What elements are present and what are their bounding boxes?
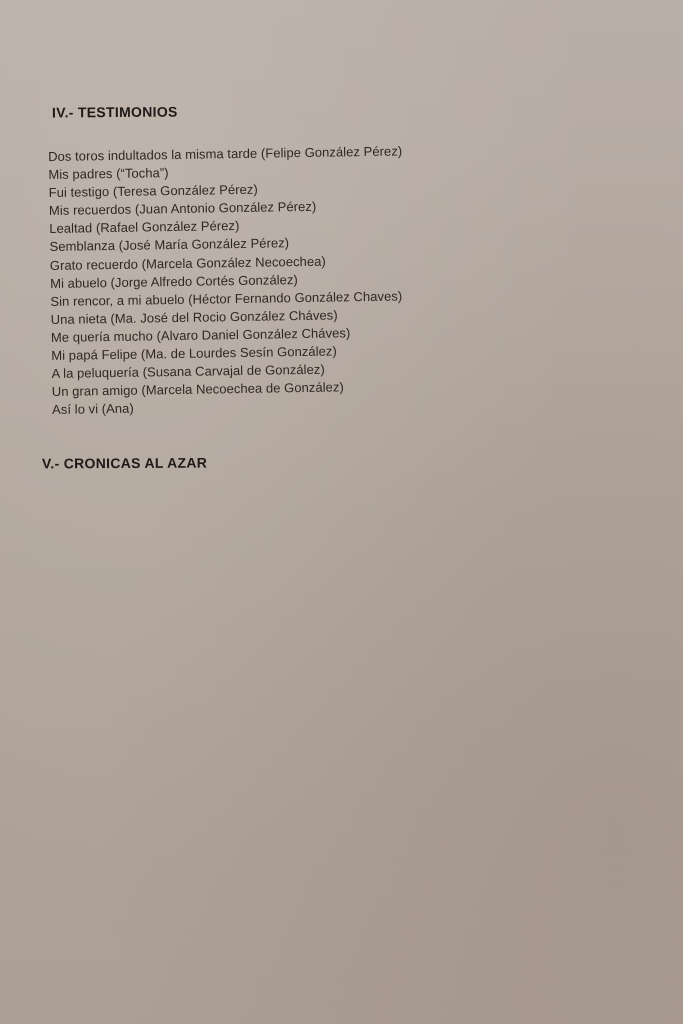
list-item: Una nieta (Ma. José del Rocio González Cháves) <box>50 307 338 327</box>
list-item: Semblanza (José María González Pérez) <box>49 235 290 255</box>
list-item: Grato recuerdo (Marcela González Necoechea) <box>49 253 326 273</box>
list-item: Un gran amigo (Marcela Necoechea de González) <box>51 379 344 400</box>
list-item: Me quería mucho (Alvaro Daniel González Cháves) <box>50 325 351 345</box>
list-item: Mi papá Felipe (Ma. de Lourdes Sesín González) <box>51 343 337 364</box>
list-item: Mis padres (“Tocha”) <box>48 165 169 183</box>
list-item: Lealtad (Rafael González Pérez) <box>49 218 240 237</box>
testimonios-list <box>48 140 572 420</box>
section-heading-testimonios: IV.- TESTIMONIOS <box>51 103 178 121</box>
list-item: Fui testigo (Teresa González Pérez) <box>48 181 258 201</box>
section-heading-cronicas: V.- CRONICAS AL AZAR <box>41 454 208 472</box>
list-item: Sin rencor, a mi abuelo (Héctor Fernando González Chaves) <box>50 288 403 309</box>
list-item: Así lo vi (Ana) <box>51 400 134 418</box>
list-item: Mi abuelo (Jorge Alfredo Cortés González) <box>50 271 298 291</box>
list-item: A la peluquería (Susana Carvajal de González) <box>51 361 325 382</box>
list-item: Mis recuerdos (Juan Antonio González Pérez) <box>48 199 317 219</box>
list-item: Dos toros indultados la misma tarde (Felipe González Pérez) <box>48 143 403 164</box>
